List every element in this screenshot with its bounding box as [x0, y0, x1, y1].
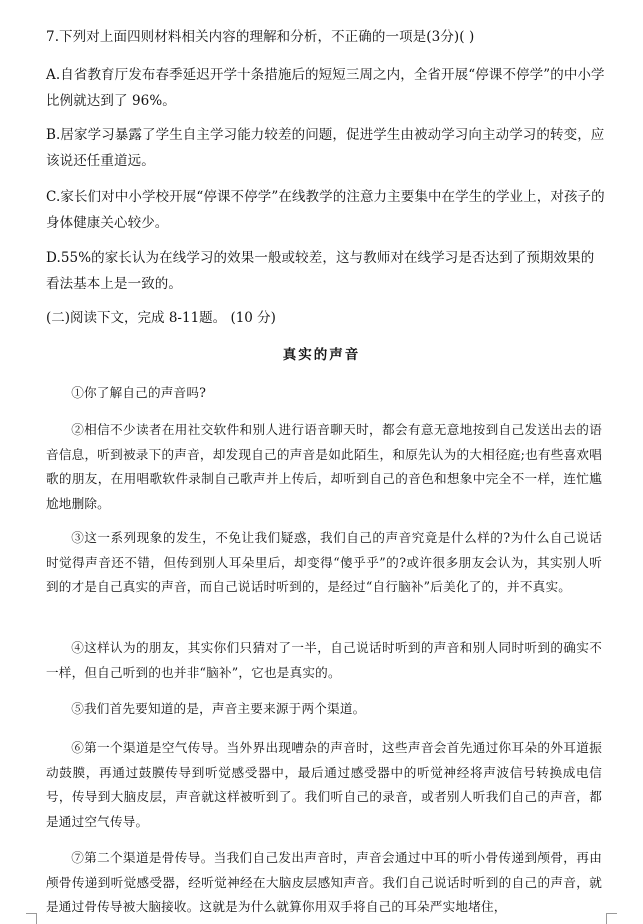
section-heading: (二)阅读下文，完成 8-11题。 (10 分)	[46, 310, 276, 326]
paragraph-5: ⑤我们首先要知道的是，声音主要来源于两个渠道。	[71, 701, 366, 716]
question-stem: 7.下列对上面四则材料相关内容的理解和分析，不正确的一项是(3分)( )	[46, 29, 475, 45]
option-a: A.自省教育厅发布春季延迟开学十条措施后的短短三周之内，全省开展“停课不停学”的中小学比例就达到了 96%。	[46, 67, 605, 109]
paragraph-3: ③这一系列现象的发生，不免让我们疑惑，我们自己的声音究竟是什么样的?为什么自己说话时觉得声音还不错，但传到别人耳朵里后，却变得“傻乎乎”的?或许很多朋友会认为，其实别人听到的才是自己真实的声音，而自己说话时听到的，是经过“自行脑补”后美化了的，并不真实。	[46, 530, 602, 594]
paragraph-6: ⑥第一个渠道是空气传导。当外界出现嘈杂的声音时，这些声音会首先通过你耳朵的外耳道振动鼓膜，再通过鼓膜传导到听觉感受器中，最后通过感受器中的听觉神经将声波信号转换成电信号，传导到大脑皮层，声音就这样被听到了。我们听自己的录音，或者别人听我们自己的声音，都是通过空气传导。	[46, 740, 602, 829]
article-title: 真实的声音	[282, 347, 361, 363]
option-d: D.55%的家长认为在线学习的效果一般或较差，这与教师对在线学习是否达到了预期效果的看法基本上是一致的。	[46, 250, 595, 292]
paragraph-4: ④这样认为的朋友，其实你们只猜对了一半，自己说话时听到的声音和别人同时听到的确实不一样，但自己听到的也并非“脑补”，它也是真实的。	[46, 640, 602, 680]
page-corner-mark-right	[606, 913, 617, 924]
option-b: B.居家学习暴露了学生自主学习能力较差的问题，促进学生由被动学习向主动学习的转变，应该说还任重道远。	[46, 127, 605, 169]
page-corner-mark-left	[26, 913, 37, 924]
paragraph-1: ①你了解自己的声音吗?	[71, 385, 207, 400]
option-c: C.家长们对中小学校开展“停课不停学”在线教学的注意力主要集中在学生的学业上，对孩子的身体健康关心较少。	[46, 189, 605, 231]
paragraph-2: ②相信不少读者在用社交软件和别人进行语音聊天时，都会有意无意地按到自己发送出去的语音信息，听到被录下的声音，却发现自己的声音是如此陌生，和原先认为的大相径庭;也有些喜欢唱歌的朋友，在用唱歌软件录制自己歌声并上传后，却听到自己的音色和想象中完全不一样，连忙尴尬地删除。	[46, 422, 602, 511]
paragraph-7: ⑦第二个渠道是骨传导。当我们自己发出声音时，声音会通过中耳的听小骨传递到颅骨，再由颅骨传递到听觉感受器，经听觉神经在大脑皮层感知声音。我们自己说话时听到的自己的声音，就是通过骨传导被大脑接收。这就是为什么就算你用双手将自己的耳朵严实地堵住，	[46, 850, 602, 914]
